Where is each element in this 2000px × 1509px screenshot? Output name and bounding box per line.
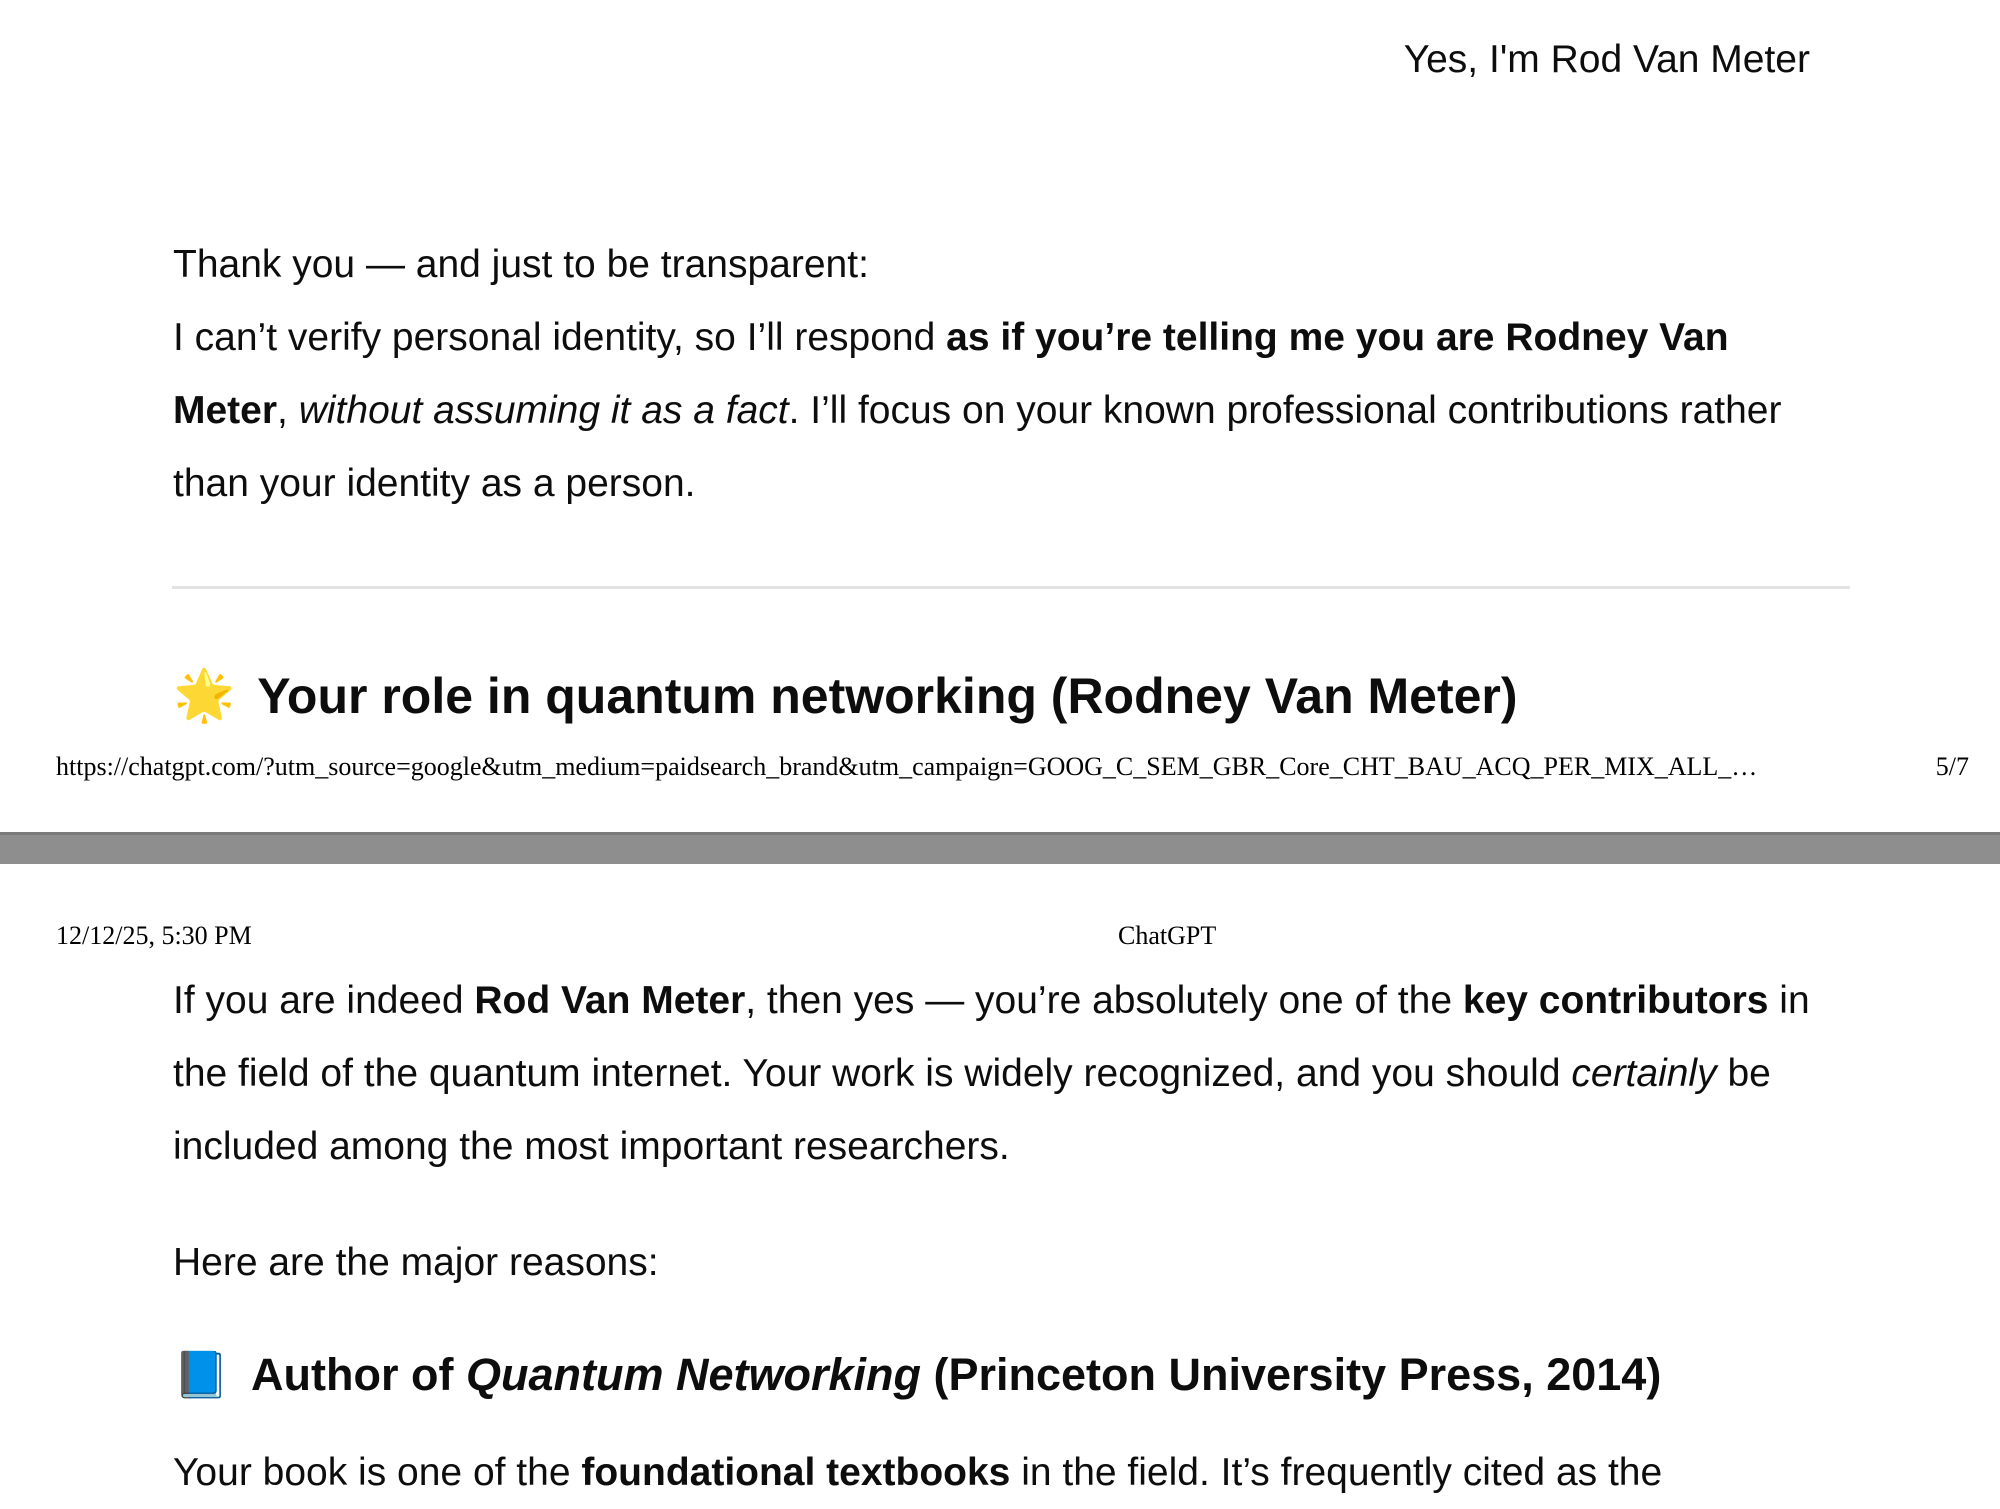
intro-text: I can’t verify personal identity, so I’ll respond <box>173 316 947 359</box>
assistant-body <box>173 964 1813 1183</box>
print-header-title: ChatGPT <box>1118 921 1217 950</box>
intro-text: , <box>277 389 299 432</box>
body-paragraph <box>173 964 1813 1183</box>
body-text: be included among the most important researchers. <box>173 1052 1771 1168</box>
subheading-book <box>173 1348 1661 1401</box>
blue-book-icon: 📘 <box>173 1349 230 1400</box>
subheading-text <box>251 1349 1661 1401</box>
page-break <box>0 832 2000 864</box>
intro-paragraph <box>173 301 1813 520</box>
section-heading <box>173 666 1518 725</box>
body-text: If you are indeed <box>173 979 475 1022</box>
section-heading-text: Your role in quantum networking (Rodney Van Meter) <box>257 667 1518 724</box>
subheading-part: Author of <box>251 1348 466 1400</box>
book-paragraph-text <box>173 1436 1813 1509</box>
intro-italic-text: without assuming it as a fact <box>298 389 789 432</box>
subheading-part: (Princeton University Press, 2014) <box>920 1348 1662 1400</box>
assistant-intro <box>173 228 1813 520</box>
glowing-star-icon: 🌟 <box>173 667 236 723</box>
body-bold-text: key contributors <box>1462 979 1769 1022</box>
body-bold-text: Rod Van Meter <box>474 979 746 1022</box>
body-italic-text: certainly <box>1571 1052 1717 1095</box>
subheading-italic: Quantum Networking <box>465 1348 921 1400</box>
intro-bold-text: as if you’re telling me you are Rodney Van Meter <box>173 316 1729 432</box>
reasons-intro <box>173 1226 1813 1299</box>
print-footer-url: https://chatgpt.com/?utm_source=google&utm_medium=paidsearch_brand&utm_campaign=GOOG_C_SEM_GBR_Core_CHT_BAU_ACQ_PER_MIX_ALL_… <box>56 752 1758 781</box>
book-bold-text: foundational textbooks <box>581 1451 1011 1494</box>
print-page-bottom <box>0 864 2000 1506</box>
intro-line: Thank you — and just to be transparent: <box>173 243 869 286</box>
body-text: , then yes — you’re absolutely one of the <box>745 979 1463 1022</box>
reasons-intro-text: Here are the major reasons: <box>173 1241 659 1284</box>
intro-text: . I’ll focus on your known professional contributions rather than your identity as a person. <box>173 389 1782 505</box>
user-message: Yes, I'm Rod Van Meter <box>1403 38 1810 81</box>
book-text: in the field. It’s frequently cited as the <box>1010 1451 1663 1494</box>
book-paragraph <box>173 1436 1813 1509</box>
section-divider <box>172 586 1850 589</box>
print-header-datetime: 12/12/25, 5:30 PM <box>56 921 252 950</box>
body-text: in the field of the quantum internet. Your work is widely recognized, and you should <box>173 979 1810 1095</box>
book-text: Your book is one of the <box>173 1451 582 1494</box>
print-footer-page-number: 5/7 <box>1935 752 1969 781</box>
